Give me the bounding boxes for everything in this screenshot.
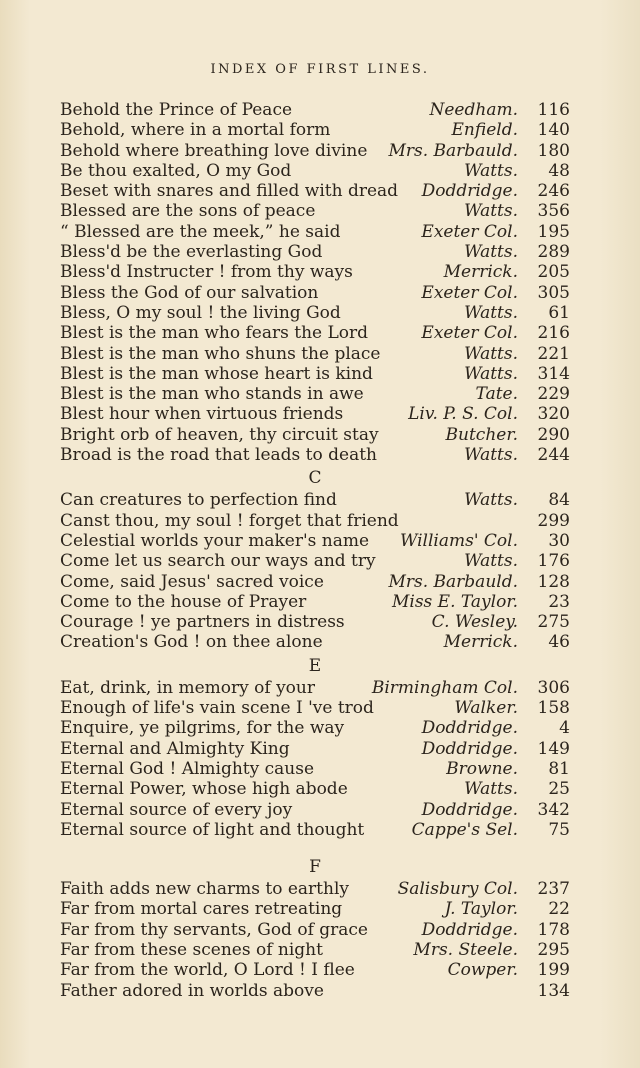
section-heading-c: C [308,468,322,489]
page-number: 134 [537,980,570,1001]
index-entry [60,242,570,262]
page-number: 128 [537,571,570,592]
author-name: C. Wesley. [431,612,518,633]
index-entry [60,384,570,404]
first-line-text: Broad is the road that leads to death [60,445,377,466]
author-name: Needham. [429,100,518,120]
page-number: 275 [537,612,570,633]
author-name: Mrs. Barbauld. [388,140,518,161]
page-number: 48 [548,160,570,181]
index-entry [60,323,570,343]
index-entry [60,283,570,303]
page-number: 116 [537,100,570,120]
first-line-text: Bless the God of our salvation [60,282,319,303]
page-number: 22 [548,899,570,920]
author-name: Watts. [464,343,518,364]
section-heading-e: E [308,655,322,676]
index-entry [60,344,570,364]
page-number: 81 [548,758,570,779]
index-entry [60,899,570,919]
index-entry [60,511,570,531]
author-name: Doddridge. [421,718,518,739]
page-number: 306 [537,677,570,698]
author-name: Williams' Col. [399,530,518,551]
first-line-text: Can creatures to perfection find [60,490,337,511]
page-number: 195 [537,221,570,242]
first-line-text: Bless'd be the everlasting God [60,242,323,263]
index-entry [60,820,570,840]
page-number: 237 [537,879,570,900]
index-entry [60,981,570,1001]
first-line-text: Blest is the man who shuns the place [60,343,381,364]
author-name: Merrick. [443,632,518,653]
index-entry [60,920,570,940]
page-number: 305 [537,282,570,303]
index-entry [60,678,570,698]
author-name: Watts. [464,363,518,384]
index-entry [60,161,570,181]
page-number: 84 [548,490,570,511]
author-name: Watts. [464,160,518,181]
author-name: Walker. [454,698,518,719]
first-line-text: Eternal source of every joy [60,799,293,820]
first-line-text: Come let us search our ways and try [60,551,376,572]
first-line-text: Far from the world, O Lord ! I flee [60,960,355,981]
running-header: INDEX OF FIRST LINES. [210,62,430,77]
page-number: 295 [537,939,570,960]
first-line-text: Far from mortal cares retreating [60,899,343,920]
first-line-text: Bright orb of heaven, thy circuit stay [60,424,379,445]
entries-b [60,100,570,465]
page-number: 180 [537,140,570,161]
page-number: 216 [537,323,570,344]
first-line-text: Enough of life's vain scene I 've trod [60,698,374,719]
first-line-text: Courage ! ye partners in distress [60,612,345,633]
page-number: 244 [537,445,570,466]
page-number: 30 [548,530,570,551]
index-entry [60,612,570,632]
index-entry [60,141,570,161]
author-name: Doddridge. [421,181,518,202]
author-name: Salisbury Col. [397,879,518,900]
author-name: Watts. [464,201,518,222]
first-line-text: Creation's God ! on thee alone [60,632,323,653]
index-entry [60,181,570,201]
page-number: 140 [537,120,570,141]
index-entry [60,404,570,424]
page-number: 176 [537,551,570,572]
first-line-text: Eternal Power, whose high abode [60,779,348,800]
author-name: Watts. [464,490,518,511]
author-name: Watts. [464,551,518,572]
index-entry [60,718,570,738]
page-number: 314 [537,363,570,384]
page-number: 61 [548,302,570,323]
first-line-text: “ Blessed are the meek,” he said [60,221,341,242]
page-number: 205 [537,262,570,283]
author-name: Miss E. Taylor. [391,591,518,612]
index-entry [60,303,570,323]
first-line-text: Behold the Prince of Peace [60,100,293,120]
first-line-text: Faith adds new charms to earthly [60,879,349,900]
author-name: Browne. [446,758,518,779]
first-line-text: Eternal God ! Almighty cause [60,758,315,779]
index-entry [60,364,570,384]
index-entry [60,698,570,718]
first-line-text: Bless'd Instructer ! from thy ways [60,262,353,283]
page-number: 25 [548,779,570,800]
first-line-text: Come, said Jesus' sacred voice [60,571,324,592]
author-name: Watts. [464,242,518,263]
index-entry [60,879,570,899]
page-number: 290 [537,424,570,445]
author-name: Liv. P. S. Col. [408,404,518,425]
author-name: Watts. [464,779,518,800]
index-entry [60,739,570,759]
author-name: J. Taylor. [444,899,518,920]
index-entry [60,632,570,652]
entries-e [60,678,570,840]
first-line-text: Far from these scenes of night [60,939,323,960]
index-entry [60,940,570,960]
index-entry [60,531,570,551]
author-name: Birmingham Col. [371,677,518,698]
author-name: Cowper. [447,960,518,981]
author-name: Merrick. [443,262,518,283]
author-name: Enfield. [451,120,518,141]
index-entry [60,100,570,120]
first-line-text: Blessed are the sons of peace [60,201,316,222]
entries-c [60,490,570,652]
first-line-text: Beset with snares and filled with dread [60,181,399,202]
author-name: Doddridge. [421,799,518,820]
first-line-text: Eternal source of light and thought [60,819,365,840]
index-entry [60,201,570,221]
first-line-text: Behold, where in a mortal form [60,120,331,141]
page-number: 199 [537,960,570,981]
first-line-text: Blest hour when virtuous friends [60,404,344,425]
index-entry [60,960,570,980]
first-line-text: Father adored in worlds above [60,980,324,1001]
author-name: Tate. [475,384,518,405]
entries-f [60,879,570,1001]
author-name: Doddridge. [421,738,518,759]
page-number: 320 [537,404,570,425]
author-name: Doddridge. [421,919,518,940]
author-name: Watts. [464,302,518,323]
page-number: 246 [537,181,570,202]
page-number: 158 [537,698,570,719]
first-line-text: Behold where breathing love divine [60,140,368,161]
index-entry [60,759,570,779]
index-entry [60,445,570,465]
first-line-text: Far from thy servants, God of grace [60,919,368,940]
page-number: 356 [537,201,570,222]
first-line-text: Bless, O my soul ! the living God [60,302,341,323]
author-name: Mrs. Steele. [413,939,518,960]
index-entry [60,592,570,612]
page-number: 75 [548,819,570,840]
index-entry [60,425,570,445]
author-name: Watts. [464,445,518,466]
page-number: 342 [537,799,570,820]
first-line-text: Celestial worlds your maker's name [60,530,370,551]
page-number: 46 [548,632,570,653]
first-line-text: Canst thou, my soul ! forget that friend [60,510,399,531]
index-entry [60,551,570,571]
page-number: 178 [537,919,570,940]
first-line-text: Blest is the man who stands in awe [60,384,364,405]
first-line-text: Enquire, ye pilgrims, for the way [60,718,345,739]
page-number: 149 [537,738,570,759]
page-number: 23 [548,591,570,612]
author-name: Exeter Col. [421,282,518,303]
author-name: Exeter Col. [421,323,518,344]
index-entry [60,572,570,592]
first-line-text: Blest is the man who fears the Lord [60,323,369,344]
page-number: 289 [537,242,570,263]
first-line-text: Eternal and Almighty King [60,738,290,759]
author-name: Butcher. [445,424,518,445]
index-entry [60,490,570,510]
index-entry [60,262,570,282]
index-of-first-lines [60,100,570,1001]
author-name: Exeter Col. [421,221,518,242]
author-name: Cappe's Sel. [411,819,518,840]
index-entry [60,120,570,140]
index-entry [60,222,570,242]
page-number: 299 [537,510,570,531]
first-line-text: Blest is the man whose heart is kind [60,363,373,384]
first-line-text: Come to the house of Prayer [60,591,307,612]
page-number: 221 [537,343,570,364]
index-entry [60,779,570,799]
first-line-text: Be thou exalted, O my God [60,160,292,181]
page-number: 4 [559,718,570,739]
index-entry [60,800,570,820]
page-number: 229 [537,384,570,405]
author-name: Mrs. Barbauld. [388,571,518,592]
section-heading-f: F [309,857,321,878]
first-line-text: Eat, drink, in memory of your [60,677,315,698]
